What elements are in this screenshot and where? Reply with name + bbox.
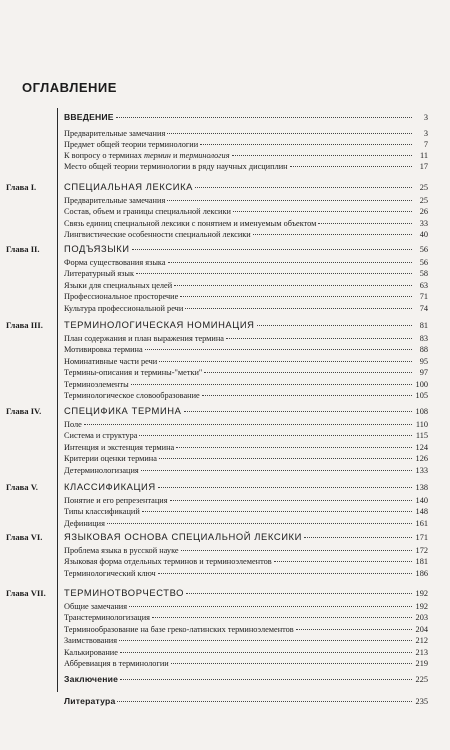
- toc-entry: Предмет общей теории терминологии 7: [64, 140, 428, 149]
- chapter-page: 56: [419, 245, 428, 254]
- entry-title: Термины-описания и термины-"метки": [64, 368, 203, 378]
- entry-page: 186: [415, 568, 428, 578]
- conclusion-row: Заключение 225: [64, 674, 428, 684]
- chapter-title: ЯЗЫКОВАЯ ОСНОВА СПЕЦИАЛЬНОЙ ЛЕКСИКИ: [64, 531, 302, 542]
- toc-entry: Предварительные замечания 3: [64, 129, 428, 138]
- entry-page: 88: [419, 345, 428, 355]
- entry-page: 181: [415, 557, 428, 567]
- entry-page: 115: [415, 431, 428, 441]
- chapter-heading-row: [0, 586, 450, 600]
- toc-entry: [0, 303, 450, 314]
- toc-entry: [0, 430, 450, 441]
- chapter-label: Глава VII.: [6, 588, 46, 598]
- entry-title: Понятие и его репрезентация: [64, 496, 168, 505]
- toc-entry: [0, 453, 450, 464]
- toc-entry: [0, 612, 450, 623]
- entry-title: Транстерминологизация: [64, 613, 150, 623]
- toc-entry: [0, 658, 450, 669]
- toc-entry: [0, 506, 450, 517]
- entry-title: Интенция и экстенция термина: [64, 442, 175, 452]
- chapter-page: 171: [415, 533, 428, 542]
- entry-page: 126: [415, 454, 428, 464]
- entry-title: Калькирование: [64, 647, 118, 657]
- toc-entry: К вопросу о терминах термин и терминология 11: [64, 151, 428, 160]
- entry-title: Культура профессиональной речи: [64, 303, 184, 313]
- toc-entry: [0, 495, 450, 506]
- entry-title: Терминообразование на базе греко-латинских терминоэлементов: [64, 624, 294, 634]
- entry-page: 40: [419, 230, 428, 240]
- entry-page: 172: [415, 546, 428, 555]
- chapter-title: СПЕЦИАЛЬНАЯ ЛЕКСИКА: [64, 181, 193, 192]
- entry-page: 203: [415, 613, 428, 623]
- chapter-label: Глава II.: [6, 244, 40, 254]
- intro-heading-row: [0, 110, 450, 124]
- entry-title: Терминологическое словообразование: [64, 391, 200, 400]
- entry-page: 192: [415, 602, 428, 611]
- toc-entry: [0, 280, 450, 291]
- entry-page: 25: [419, 196, 428, 205]
- entry-title: План содержания и план выражения термина: [64, 334, 224, 343]
- entry-title: Аббревиация в терминологии: [64, 659, 169, 668]
- chapter-title: КЛАССИФИКАЦИЯ: [64, 481, 156, 492]
- chapter-title: ПОДЪЯЗЫКИ: [64, 243, 130, 254]
- entry-page: 95: [419, 356, 428, 366]
- chapter-page: 81: [419, 321, 428, 330]
- entry-page: 26: [419, 207, 428, 217]
- entry-title: Детерминологизация: [64, 465, 139, 475]
- toc-entry: [0, 206, 450, 217]
- entry-title: Форма существования языка: [64, 258, 166, 267]
- toc-entry: [0, 195, 450, 206]
- entry-title: Номинативные части речи: [64, 356, 158, 366]
- entry-page: 140: [415, 496, 428, 505]
- intro-page: 3: [423, 113, 428, 122]
- toc-entry: [0, 568, 450, 579]
- entry-title: Поле: [64, 420, 82, 429]
- entry-title: Лингвистические особенности специальной лексики: [64, 230, 251, 240]
- toc-entry: [0, 442, 450, 453]
- toc-entry: [0, 390, 450, 401]
- chapter-heading-row: [0, 530, 450, 544]
- toc-entry: [0, 356, 450, 367]
- entry-title: Критерии оценки термина: [64, 454, 157, 464]
- entry-title: Типы классификаций: [64, 507, 140, 517]
- entry-page: 124: [415, 442, 428, 452]
- chapter-heading-row: [0, 180, 450, 194]
- entry-title: Литературный язык: [64, 269, 135, 279]
- entry-title: Состав, объем и границы специальной лексики: [64, 207, 231, 217]
- chapter-label: Глава IV.: [6, 406, 42, 416]
- toc-entry: [0, 601, 450, 612]
- entry-title: Языковая форма отдельных терминов и терминоэлементов: [64, 557, 272, 567]
- toc-entry: [0, 635, 450, 646]
- toc-entry: [0, 518, 450, 529]
- entry-page: 100: [415, 379, 428, 389]
- chapter-page: 25: [419, 183, 428, 192]
- toc-entry: [0, 367, 450, 378]
- literature-row: Литература 235: [64, 696, 428, 706]
- entry-title: Предварительные замечания: [64, 196, 166, 205]
- toc-entry: [0, 257, 450, 268]
- toc-title: ОГЛАВЛЕНИЕ: [22, 80, 117, 95]
- entry-title: Проблема языка в русской науке: [64, 546, 179, 555]
- entry-page: 133: [415, 465, 428, 475]
- toc-entry: [0, 647, 450, 658]
- entry-page: 204: [415, 624, 428, 634]
- toc-entry: [0, 218, 450, 229]
- toc-entry: [0, 333, 450, 344]
- toc-entry: [0, 465, 450, 476]
- entry-page: 63: [419, 280, 428, 290]
- intro-title: ВВЕДЕНИЕ: [64, 112, 114, 122]
- entry-title: Терминологический ключ: [64, 568, 156, 578]
- toc-entry: [0, 419, 450, 430]
- entry-page: 110: [415, 420, 428, 429]
- entry-page: 58: [419, 269, 428, 279]
- entry-title: Система и структура: [64, 431, 138, 441]
- entry-page: 161: [415, 518, 428, 528]
- entry-page: 56: [419, 258, 428, 267]
- entry-title: Связь единиц специальной лексики с понятием и именуемым объектом: [64, 218, 317, 228]
- chapter-label: Глава VI.: [6, 532, 43, 542]
- chapter-label: Глава I.: [6, 182, 37, 192]
- entry-title: Языки для специальных целей: [64, 280, 173, 290]
- chapter-label: Глава V.: [6, 482, 38, 492]
- chapter-page: 138: [415, 483, 428, 492]
- toc-entry: [0, 344, 450, 355]
- toc-entry: [0, 379, 450, 390]
- chapter-title: СПЕЦИФИКА ТЕРМИНА: [64, 405, 182, 416]
- entry-page: 33: [419, 218, 428, 228]
- toc-entry: Место общей теории терминологии в ряду научных дисциплин 17: [64, 162, 428, 171]
- chapter-title: ТЕРМИНОЛОГИЧЕСКАЯ НОМИНАЦИЯ: [64, 319, 255, 330]
- chapter-heading-row: [0, 242, 450, 256]
- entry-page: 219: [415, 659, 428, 668]
- toc-entry: [0, 556, 450, 567]
- entry-page: 83: [419, 334, 428, 343]
- entry-title: Терминоэлементы: [64, 379, 129, 389]
- chapter-title: ТЕРМИНОТВОРЧЕСТВО: [64, 587, 185, 598]
- chapter-heading-row: [0, 404, 450, 418]
- entry-page: 148: [415, 507, 428, 517]
- chapter-label: Глава III.: [6, 320, 43, 330]
- toc-entry: [0, 545, 450, 556]
- entry-page: 97: [419, 368, 428, 378]
- entry-page: 212: [415, 636, 428, 646]
- entry-title: Профессиональное просторечие: [64, 292, 179, 302]
- chapter-page: 108: [415, 407, 428, 416]
- chapter-heading-row: [0, 318, 450, 332]
- entry-title: Заимствования: [64, 636, 118, 646]
- entry-title: Общие замечания: [64, 602, 128, 611]
- entry-page: 213: [415, 647, 428, 657]
- chapter-page: 192: [415, 589, 428, 598]
- toc-entry: [0, 268, 450, 279]
- toc-entry: [0, 624, 450, 635]
- entry-title: Мотивировка термина: [64, 345, 143, 355]
- entry-page: 74: [419, 303, 428, 313]
- entry-page: 71: [419, 292, 428, 302]
- chapter-heading-row: [0, 480, 450, 494]
- entry-title: Дефиниция: [64, 518, 105, 528]
- toc-entry: [0, 291, 450, 302]
- entry-page: 105: [415, 391, 428, 400]
- toc-entry: [0, 229, 450, 240]
